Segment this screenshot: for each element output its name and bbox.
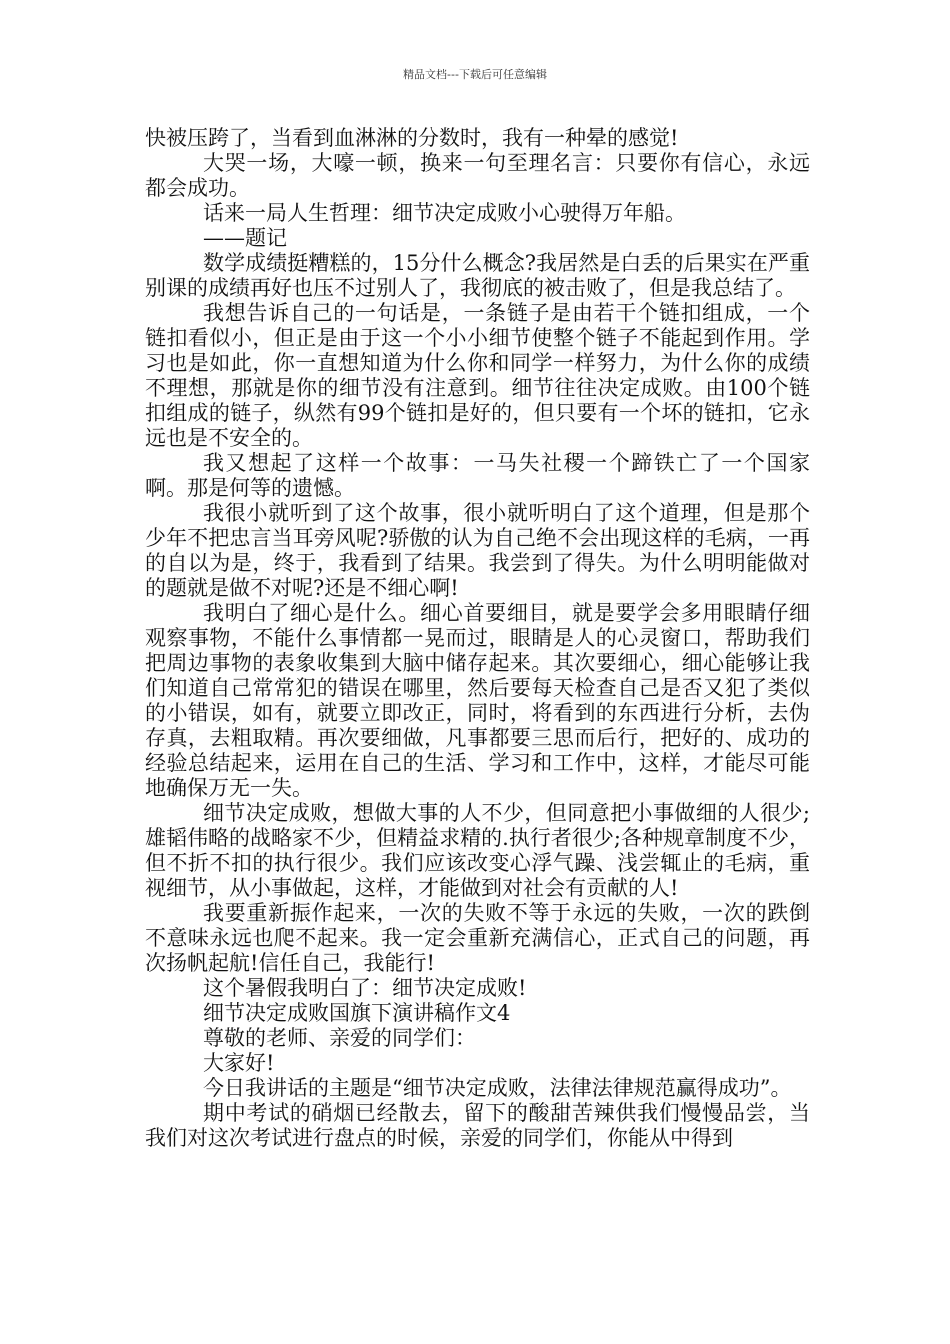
paragraph-7: 我又想起了这样一个故事：一马失社稷一个蹄铁亡了一个国家啊。那是何等的遗憾。 (145, 451, 810, 500)
page-header: 精品文档---下载后可任意编辑 (403, 68, 547, 81)
paragraph-14: 尊敬的老师、亲爱的同学们： (203, 1026, 476, 1050)
paragraph-1: 快被压跨了，当看到血淋淋的分数时，我有一种晕的感觉! (145, 126, 679, 150)
paragraph-15: 大家好! (203, 1051, 275, 1075)
paragraph-10: 细节决定成败，想做大事的人不少，但同意把小事做细的人很少;雄韬伟略的战略家不少，但精益求精的.执行者很少;各种规章制度不少，但不折不扣的执行很少。我们应该改变心浮气躁、浅尝辄止的毛病，重视细节，从小事做起，这样，才能做到对社会有贡献的人! (145, 801, 810, 900)
paragraph-5: 数学成绩挺糟糕的，15分什么概念?我居然是白丢的后果实在严重别课的成绩再好也压不过别人了，我彻底的被击败了，但是我总结了。 (145, 251, 810, 300)
paragraph-16: 今日我讲话的主题是“细节决定成败，法律法律规范赢得成功”。 (203, 1076, 792, 1100)
paragraph-6: 我想告诉自己的一句话是，一条链子是由若干个链扣组成，一个链扣看似小，但正是由于这一个小小细节使整个链子不能起到作用。学习也是如此，你一直想知道为什么你和同学一样努力，为什么你的成绩不理想，那就是你的细节没有注意到。细节往往决定成败。由100个链扣组成的链子，纵然有99个链扣是好的，但只要有一个坏的链扣，它永远也是不安全的。 (145, 301, 810, 450)
paragraph-3: 话来一局人生哲理：细节决定成败小心驶得万年船。 (203, 201, 686, 225)
document-body (145, 126, 810, 1151)
paragraph-9: 我明白了细心是什么。细心首要细目，就是要学会多用眼睛仔细观察事物，不能什么事情都一晃而过，眼睛是人的心灵窗口，帮助我们把周边事物的表象收集到大脑中储存起来。其次要细心，细心能够让我们知道自己常常犯的错误在哪里，然后要每天检查自己是否又犯了类似的小错误，如有，就要立即改正，同时，将看到的东西进行分析，去伪存真，去粗取精。再次要细做，凡事都要三思而后行，把好的、成功的经验总结起来，运用在自己的生活、学习和工作中，这样，才能尽可能地确保万无一失。 (145, 601, 810, 800)
paragraph-11: 我要重新振作起来，一次的失败不等于永远的失败，一次的跌倒不意味永远也爬不起来。我一定会重新充满信心，正式自己的问题，再次扬帆起航!信任自己，我能行! (145, 901, 810, 975)
paragraph-4: ——题记 (203, 226, 287, 250)
paragraph-12: 这个暑假我明白了：细节决定成败! (203, 976, 527, 1000)
paragraph-17: 期中考试的硝烟已经散去，留下的酸甜苦辣供我们慢慢品尝，当我们对这次考试进行盘点的时候，亲爱的同学们，你能从中得到 (145, 1101, 810, 1150)
paragraph-13: 细节决定成败国旗下演讲稿作文4 (203, 1001, 511, 1025)
paragraph-8: 我很小就听到了这个故事，很小就听明白了这个道理，但是那个少年不把忠言当耳旁风呢?骄傲的认为自己绝不会出现这样的毛病，一再的自以为是，终于，我看到了结果。我尝到了得失。为什么明明能做对的题就是做不对呢?还是不细心啊! (145, 501, 810, 600)
paragraph-2: 大哭一场，大嚎一顿，换来一句至理名言：只要你有信心，永远都会成功。 (145, 151, 810, 200)
